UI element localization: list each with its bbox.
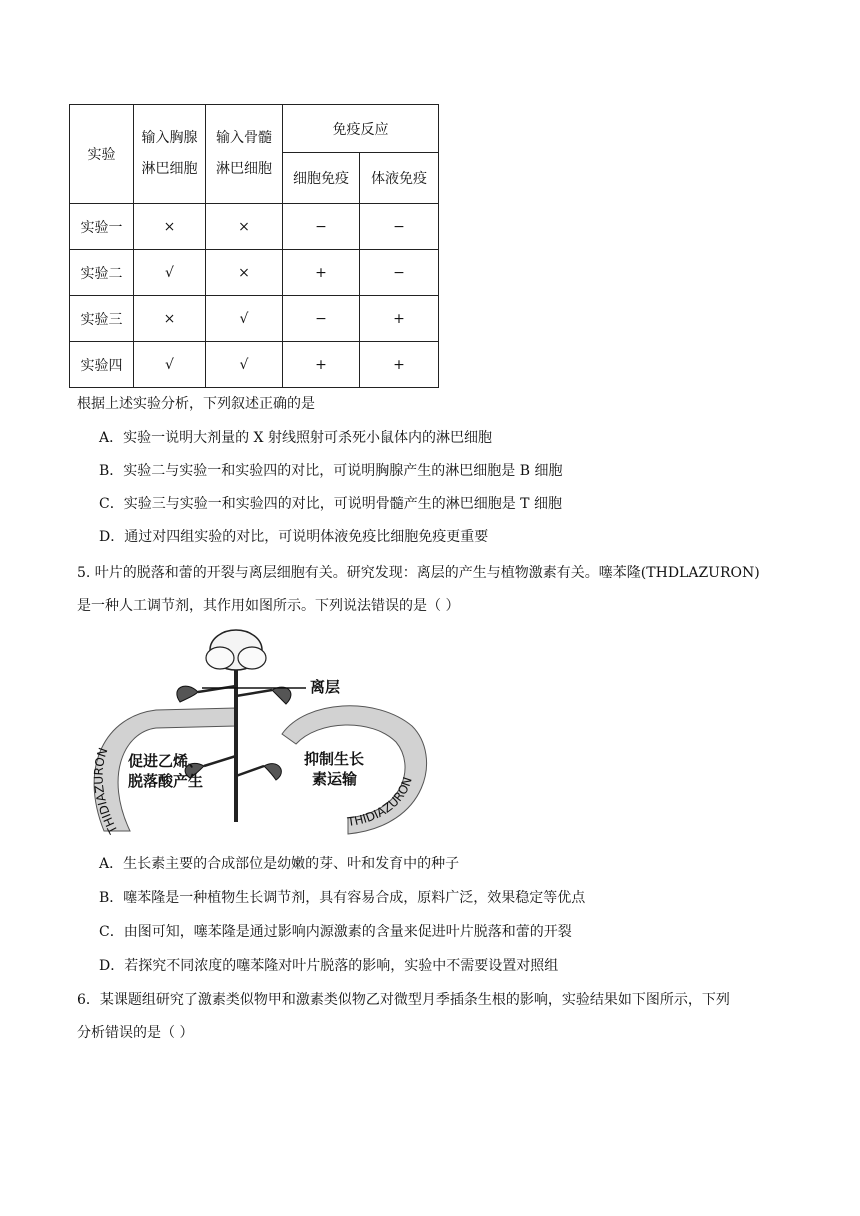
q5-option-b: B．噻苯隆是一种植物生长调节剂，具有容易合成，原料广泛，效果稳定等优点: [99, 890, 586, 906]
row-name: 实验三: [70, 296, 134, 342]
header-humoral: 体液免疫: [360, 153, 439, 204]
table-row: [70, 204, 439, 250]
cell-thymus: √: [134, 250, 206, 296]
header-input-thymus-line1: 输入胸腺: [141, 130, 198, 146]
leaf-icon: [264, 764, 281, 780]
cell-marrow: ×: [206, 204, 283, 250]
row-name: 实验一: [70, 204, 134, 250]
experiment-table: [69, 104, 439, 388]
q4-stem: 根据上述实验分析，下列叙述正确的是: [77, 396, 315, 412]
q4-option-a: A．实验一说明大剂量的 X 射线照射可杀死小鼠体内的淋巴细胞: [99, 430, 492, 446]
cotton-lobe-right: [238, 647, 266, 669]
q4-option-b: B．实验二与实验一和实验四的对比，可说明胸腺产生的淋巴细胞是 B 细胞: [99, 463, 563, 479]
row-name: 实验四: [70, 342, 134, 388]
right-box-line2: 素运输: [312, 770, 358, 788]
row-name: 实验二: [70, 250, 134, 296]
left-box-line1: 促进乙烯、: [128, 752, 204, 770]
table-row: [70, 250, 439, 296]
right-box-line1: 抑制生长: [304, 750, 365, 768]
header-input-thymus-line2: 淋巴细胞: [141, 161, 198, 177]
cell-cellular: +: [283, 342, 360, 388]
cell-thymus: ×: [134, 204, 206, 250]
cell-marrow: √: [206, 296, 283, 342]
label-abscission-layer: 离层: [310, 678, 341, 696]
left-arc-text: THIDIAZURON: [91, 745, 121, 836]
q5-option-a: A．生长素主要的合成部位是幼嫩的芽、叶和发育中的种子: [99, 856, 460, 872]
table-row: [70, 296, 439, 342]
cell-humoral: −: [360, 204, 439, 250]
table-row: [70, 342, 439, 388]
left-box-line2: 脱落酸产生: [128, 772, 204, 790]
cell-marrow: ×: [206, 250, 283, 296]
header-input-marrow-line1: 输入骨髓: [216, 130, 272, 146]
q5-stem-line2: 是一种人工调节剂，其作用如图所示。下列说法错误的是（ ）: [77, 598, 460, 614]
cell-cellular: +: [283, 250, 360, 296]
header-input-thymus: [134, 105, 206, 204]
cell-humoral: +: [360, 342, 439, 388]
q5-option-c: C．由图可知，噻苯隆是通过影响内源激素的含量来促进叶片脱落和蕾的开裂: [99, 924, 572, 940]
q4-option-c: C．实验三与实验一和实验四的对比，可说明骨髓产生的淋巴细胞是 T 细胞: [99, 496, 562, 512]
right-arc-text: THIDIAZURON: [346, 775, 415, 830]
cell-thymus: ×: [134, 296, 206, 342]
q5-stem-line1: 5. 叶片的脱落和蕾的开裂与离层细胞有关。研究发现：离层的产生与植物激素有关。噻苯隆(THDLAZURON): [77, 565, 760, 581]
header-cellular: 细胞免疫: [283, 153, 360, 204]
leaf-icon: [272, 687, 291, 704]
header-input-marrow-line2: 淋巴细胞: [216, 161, 272, 177]
cell-cellular: −: [283, 204, 360, 250]
thidiazuron-figure: [86, 626, 436, 838]
cotton-lobe-left: [206, 647, 234, 669]
header-immune-response: 免疫反应: [283, 105, 439, 153]
cell-marrow: √: [206, 342, 283, 388]
cell-humoral: +: [360, 296, 439, 342]
cell-humoral: −: [360, 250, 439, 296]
q6-stem-line1: 6．某课题组研究了激素类似物甲和激素类似物乙对微型月季插条生根的影响，实验结果如下图所示，下列: [77, 992, 730, 1008]
header-experiment: 实验: [70, 105, 134, 204]
q6-stem-line2: 分析错误的是（ ）: [77, 1025, 194, 1041]
cell-thymus: √: [134, 342, 206, 388]
q5-option-d: D．若探究不同浓度的噻苯隆对叶片脱落的影响，实验中不需要设置对照组: [99, 958, 559, 974]
cell-cellular: −: [283, 296, 360, 342]
header-input-marrow: [206, 105, 283, 204]
q4-option-d: D．通过对四组实验的对比，可说明体液免疫比细胞免疫更重要: [99, 529, 489, 545]
leaf-icon: [177, 686, 198, 702]
